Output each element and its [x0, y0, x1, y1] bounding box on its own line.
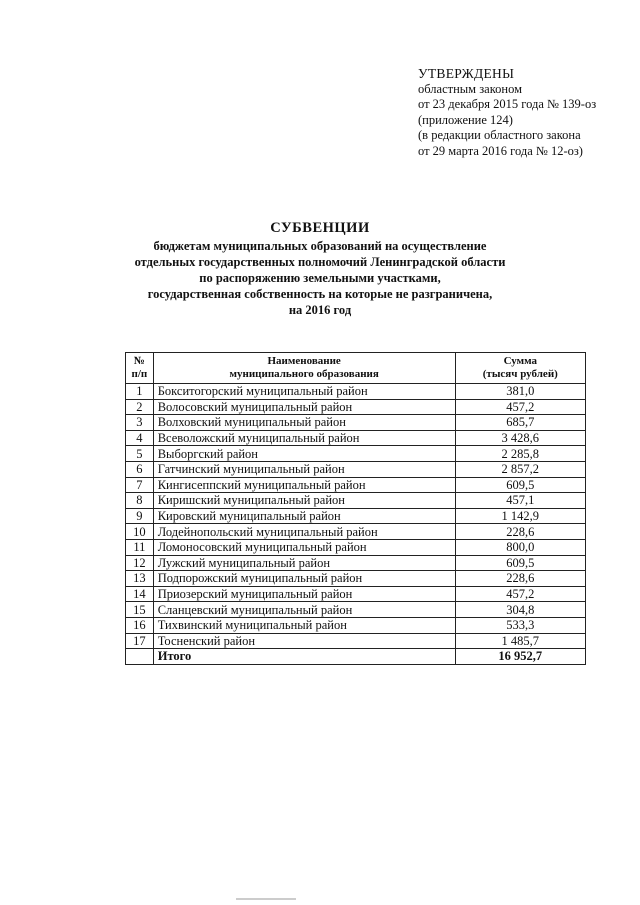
row-name: Киришский муниципальный район	[153, 493, 455, 509]
total-sum: 16 952,7	[455, 649, 585, 665]
table-header-row	[126, 353, 586, 384]
row-number: 9	[126, 508, 154, 524]
row-name: Бокситогорский муниципальный район	[153, 384, 455, 400]
table-row	[126, 415, 586, 431]
table-row	[126, 586, 586, 602]
table-row	[126, 384, 586, 400]
approval-line: (приложение 124)	[418, 112, 513, 127]
table-row	[126, 399, 586, 415]
document-title	[0, 220, 640, 318]
table-row	[126, 430, 586, 446]
title-line: бюджетам муниципальных образований на осуществление	[153, 239, 487, 253]
table-row	[126, 602, 586, 618]
header-number-line1: №	[133, 355, 145, 367]
table-row	[126, 446, 586, 462]
row-sum: 609,5	[455, 477, 585, 493]
row-number: 17	[126, 633, 154, 649]
row-name: Тосненский район	[153, 633, 455, 649]
header-sum-line2: (тысяч рублей)	[482, 368, 558, 380]
header-sum	[455, 353, 585, 384]
table-row	[126, 477, 586, 493]
row-number: 6	[126, 461, 154, 477]
row-name: Волосовский муниципальный район	[153, 399, 455, 415]
row-sum: 381,0	[455, 384, 585, 400]
total-label: Итого	[153, 649, 455, 665]
row-number: 14	[126, 586, 154, 602]
row-sum: 1 142,9	[455, 508, 585, 524]
row-name: Тихвинский муниципальный район	[153, 617, 455, 633]
row-sum: 457,1	[455, 493, 585, 509]
header-number-line2: п/п	[131, 368, 148, 380]
row-name: Ломоносовский муниципальный район	[153, 539, 455, 555]
row-sum: 533,3	[455, 617, 585, 633]
row-sum: 228,6	[455, 524, 585, 540]
approval-line: (в редакции областного закона	[418, 128, 581, 142]
row-sum: 685,7	[455, 415, 585, 431]
row-sum: 457,2	[455, 586, 585, 602]
header-name-line1: Наименование	[267, 355, 341, 367]
row-sum: 2 857,2	[455, 461, 585, 477]
header-sum-line1: Сумма	[503, 355, 538, 367]
table-row	[126, 539, 586, 555]
approval-heading: УТВЕРЖДЕНЫ	[418, 66, 515, 81]
total-number-cell	[126, 649, 154, 665]
row-number: 10	[126, 524, 154, 540]
table-row	[126, 493, 586, 509]
table-row	[126, 461, 586, 477]
scan-mark	[236, 898, 296, 900]
table-total-row	[126, 649, 586, 665]
row-number: 8	[126, 493, 154, 509]
title-line: на 2016 год	[288, 303, 352, 317]
row-number: 2	[126, 399, 154, 415]
approval-line: от 23 декабря 2015 года № 139-оз	[418, 97, 597, 111]
row-number: 12	[126, 555, 154, 571]
row-number: 3	[126, 415, 154, 431]
subventions-table	[125, 352, 586, 665]
approval-block	[418, 66, 596, 159]
table-row	[126, 524, 586, 540]
approval-line: от 29 марта 2016 года № 12-оз)	[418, 143, 583, 158]
row-number: 5	[126, 446, 154, 462]
header-name	[153, 353, 455, 384]
row-sum: 1 485,7	[455, 633, 585, 649]
title-line: отдельных государственных полномочий Ленинградской области	[134, 255, 506, 269]
row-sum: 800,0	[455, 539, 585, 555]
header-number	[126, 353, 154, 384]
row-name: Кингисеппский муниципальный район	[153, 477, 455, 493]
row-number: 15	[126, 602, 154, 618]
row-name: Лужский муниципальный район	[153, 555, 455, 571]
table-row	[126, 555, 586, 571]
table-row	[126, 571, 586, 587]
title-line: государственная собственность на которые не разграничена,	[147, 287, 493, 301]
table-row	[126, 633, 586, 649]
row-sum: 2 285,8	[455, 446, 585, 462]
row-number: 1	[126, 384, 154, 400]
row-name: Кировский муниципальный район	[153, 508, 455, 524]
row-sum: 609,5	[455, 555, 585, 571]
row-number: 4	[126, 430, 154, 446]
row-name: Лодейнопольский муниципальный район	[153, 524, 455, 540]
row-name: Волховский муниципальный район	[153, 415, 455, 431]
table-row	[126, 508, 586, 524]
title-main: СУБВЕНЦИИ	[270, 220, 370, 236]
row-sum: 457,2	[455, 399, 585, 415]
row-number: 11	[126, 539, 154, 555]
row-name: Подпорожский муниципальный район	[153, 571, 455, 587]
row-name: Гатчинский муниципальный район	[153, 461, 455, 477]
row-sum: 228,6	[455, 571, 585, 587]
row-sum: 3 428,6	[455, 430, 585, 446]
row-name: Приозерский муниципальный район	[153, 586, 455, 602]
approval-line: областным законом	[418, 81, 523, 96]
row-sum: 304,8	[455, 602, 585, 618]
row-name: Выборгский район	[153, 446, 455, 462]
row-number: 16	[126, 617, 154, 633]
row-number: 13	[126, 571, 154, 587]
table-row	[126, 617, 586, 633]
row-name: Сланцевский муниципальный район	[153, 602, 455, 618]
title-line: по распоряжению земельными участками,	[199, 271, 441, 285]
row-name: Всеволожский муниципальный район	[153, 430, 455, 446]
header-name-line2: муниципального образования	[229, 368, 379, 380]
row-number: 7	[126, 477, 154, 493]
